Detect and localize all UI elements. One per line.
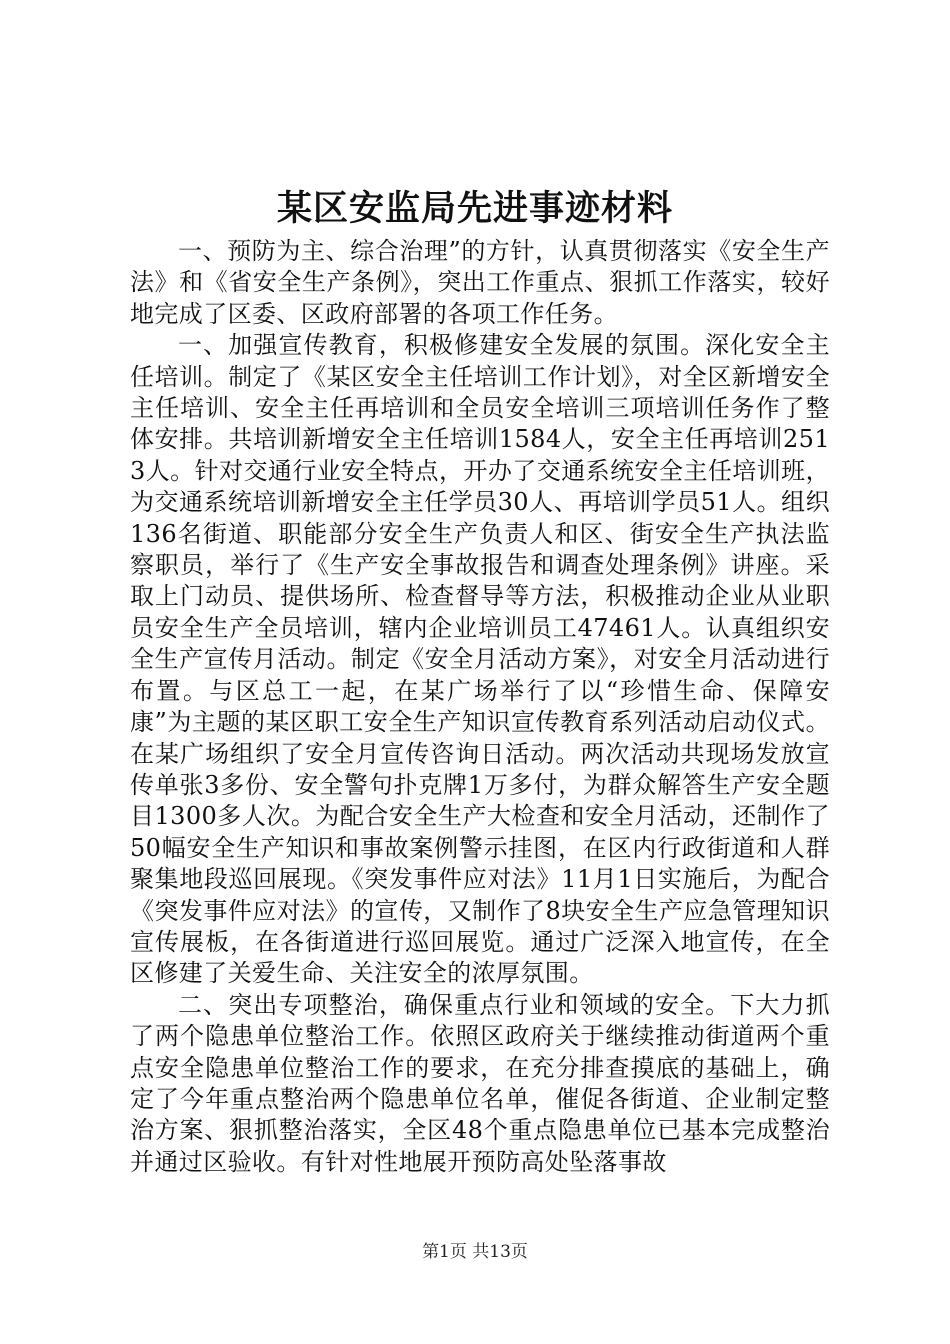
- document-title: 某区安监局先进事迹材料: [276, 188, 673, 229]
- document-body: [130, 236, 830, 1178]
- paragraph-publicity-education: 一、加强宣传教育，积极修建安全发展的氛围。深化安全主任培训。制定了《某区安全主任培训工作计划》，对全区新增安全主任培训、安全主任再培训和全员安全培训三项培训任务作了整体安排。共培训新增安全主任培训1584人，安全主任再培训2513人。针对交通行业安全特点，开办了交通系统安全主任培训班，为交通系统培训新增安全主任学员30人、再培训学员51人。组织136名街道、职能部分安全生产负责人和区、街安全生产执法监察职员，举行了《生产安全事故报告和调查处理条例》讲座。采取上门动员、提供场所、检查督导等方法，积极推动企业从业职员安全生产全员培训，辖内企业培训员工47461人。认真组织安全生产宣传月活动。制定《安全月活动方案》，对安全月活动进行布置。与区总工一起，在某广场举行了以“珍惜生命、保障安康”为主题的某区职工安全生产知识宣传教育系列活动启动仪式。在某广场组织了安全月宣传咨询日活动。两次活动共现场发放宣传单张3多份、安全警句扑克牌1万多付，为群众解答生产安全题目1300多人次。为配合安全生产大检查和安全月活动，还制作了50幅安全生产知识和事故案例警示挂图，在区内行政街道和人群聚集地段巡回展现。《突发事件应对法》11月1日实施后，为配合《突发事件应对法》的宣传，又制作了8块安全生产应急管理知识宣传展板，在各街道进行巡回展览。通过广泛深入地宣传，在全区修建了关爱生命、关注安全的浓厚氛围。: [130, 331, 830, 988]
- paragraph-intro: 一、预防为主、综合治理”的方针，认真贯彻落实《安全生产法》和《省安全生产条例》，突出工作重点、狠抓工作落实，较好地完成了区委、区政府部署的各项工作任务。: [130, 237, 830, 328]
- paragraph-special-rectification: 二、突出专项整治，确保重点行业和领域的安全。下大力抓了两个隐患单位整治工作。依照区政府关于继续推动街道两个重点安全隐患单位整治工作的要求，在充分排查摸底的基础上，确定了今年重点整治两个隐患单位名单，催促各街道、企业制定整治方案、狠抓整治落实，全区48个重点隐患单位已基本完成整治并通过区验收。有针对性地展开预防高处坠落事故: [130, 990, 830, 1176]
- page-number-footer: 第1页 共13页: [422, 1242, 528, 1262]
